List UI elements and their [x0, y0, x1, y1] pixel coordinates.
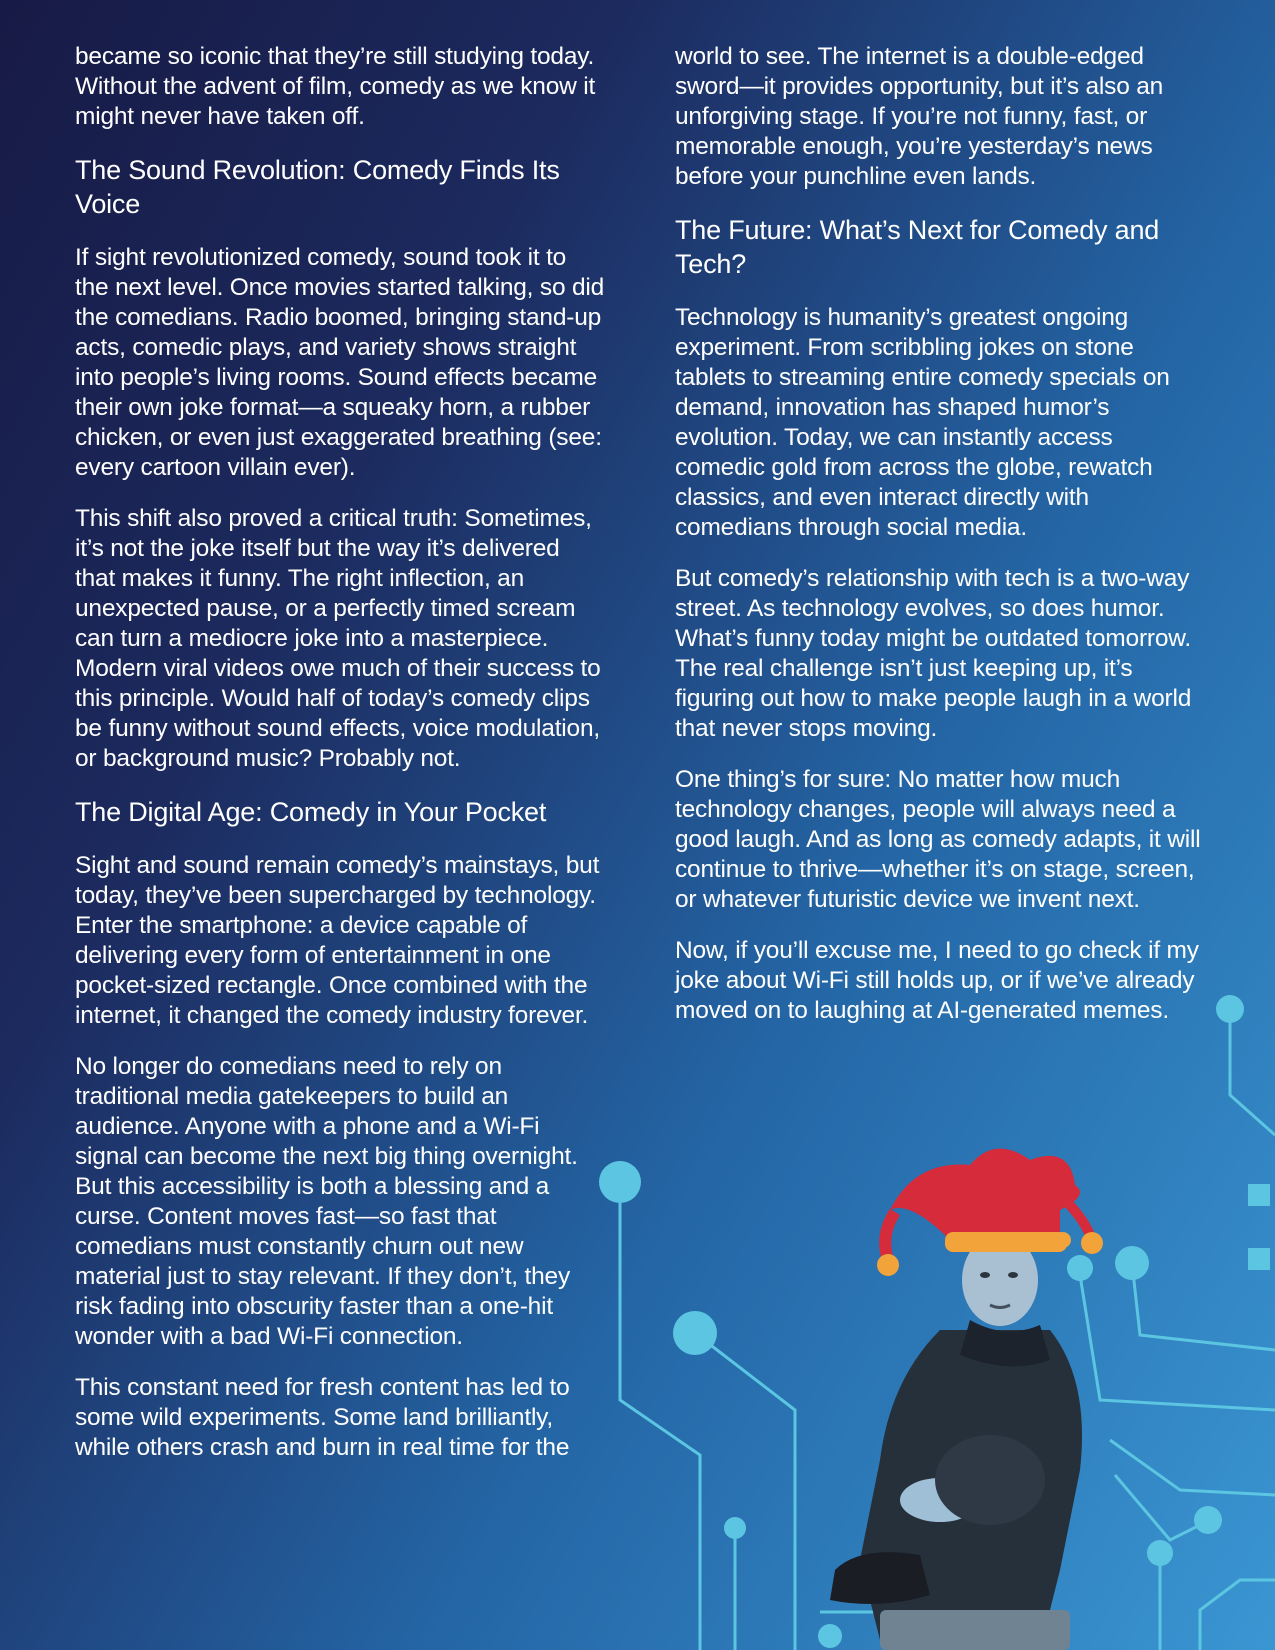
paragraph-digital-3: This constant need for fresh content has led to some wild experiments. Some land brilliantly, while others crash and burn in real time for the	[75, 1374, 570, 1461]
paragraph-sound-1: If sight revolutionized comedy, sound took it to the next level. Once movies started talking, so did the comedians. Radio boomed, bringing stand-up acts, comedic plays, and variety shows straight into people’s living rooms. Sound effects became their own joke format—a squeaky horn, a rubber chicken, or even just exaggerated breathing (see: every cartoon villain ever).	[75, 244, 605, 481]
left-column	[75, 42, 605, 1484]
paragraph-future-2: But comedy’s relationship with tech is a two-way street. As technology evolves, so does humor. What’s funny today might be outdated tomorrow. The real challenge isn’t just keeping up, it’s figuring out how to make people laugh in a world that never stops moving.	[675, 565, 1192, 742]
paragraph-digital-2: No longer do comedians need to rely on traditional media gatekeepers to build an audience. Anyone with a phone and a Wi-Fi signal can become the next big thing overnight. But this accessibility is both a blessing and a curse. Content moves fast—so fast that comedians must constantly churn out new material just to stay relevant. If they don’t, they risk fading into obscurity faster than a one-hit wonder with a bad Wi-Fi connection.	[75, 1053, 578, 1350]
paragraph-closing: Now, if you’ll excuse me, I need to go check if my joke about Wi-Fi still holds up, or if we’ve already moved on to laughing at AI-generated memes.	[675, 937, 1199, 1024]
paragraph-future-1: Technology is humanity’s greatest ongoing experiment. From scribbling jokes on stone tablets to streaming entire comedy specials on demand, innovation has shaped humor’s evolution. Today, we can instantly access comedic gold from across the globe, rewatch classics, and even interact directly with comedians through social media.	[675, 304, 1170, 541]
right-column	[675, 42, 1205, 1047]
heading-sound-revolution: The Sound Revolution: Comedy Finds Its Voice	[75, 155, 560, 219]
heading-digital-age: The Digital Age: Comedy in Your Pocket	[75, 797, 547, 827]
paragraph-continued: world to see. The internet is a double-edged sword—it provides opportunity, but it’s also an unforgiving stage. If you’re not funny, fast, or memorable enough, you’re yesterday’s news before your punchline even lands.	[675, 43, 1164, 190]
jester-figure-illustration	[820, 1140, 1160, 1650]
paragraph-sound-2: This shift also proved a critical truth: Sometimes, it’s not the joke itself but the way it’s delivered that makes it funny. The right inflection, an unexpected pause, or a perfectly timed scream can turn a mediocre joke into a masterpiece. Modern viral videos owe much of their success to this principle. Would half of today’s comedy clips be funny without sound effects, voice modulation, or background music? Probably not.	[75, 505, 601, 772]
heading-future: The Future: What’s Next for Comedy and Tech?	[675, 215, 1160, 279]
paragraph-intro: became so iconic that they’re still studying today. Without the advent of film, comedy as we know it might never have taken off.	[75, 43, 596, 130]
paragraph-digital-1: Sight and sound remain comedy’s mainstays, but today, they’ve been supercharged by technology. Enter the smartphone: a device capable of delivering every form of entertainment in one pocket-sized rectangle. Once combined with the internet, it changed the comedy industry forever.	[75, 852, 600, 1029]
paragraph-future-3: One thing’s for sure: No matter how much technology changes, people will always need a good laugh. And as long as comedy adapts, it will continue to thrive—whether it’s on stage, screen, or whatever futuristic device we invent next.	[675, 766, 1201, 913]
